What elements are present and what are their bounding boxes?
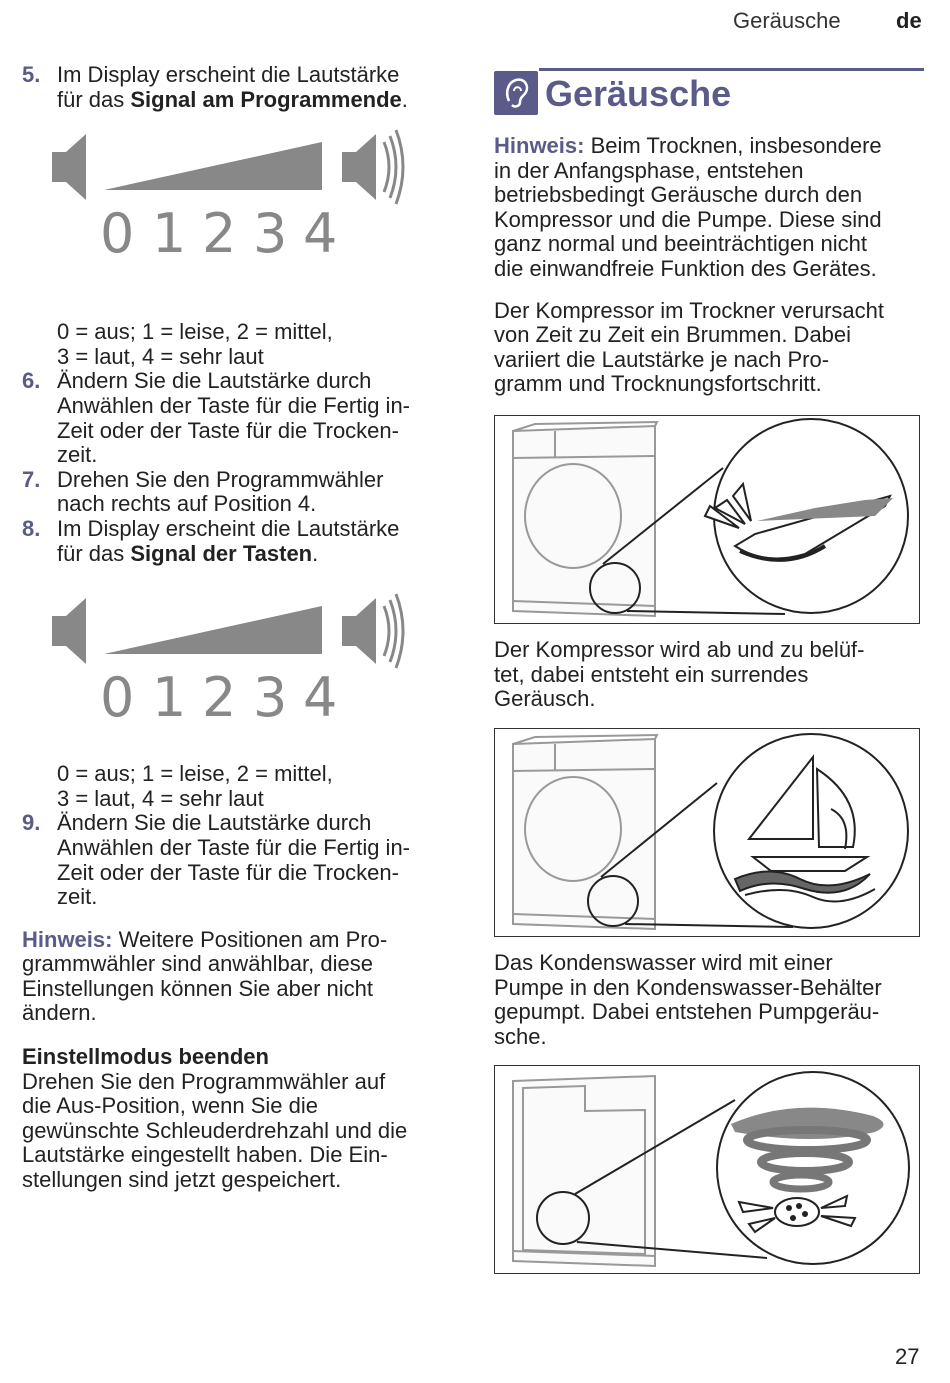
paragraph-line: von Zeit zu Zeit ein Brummen. Dabei <box>494 322 852 348</box>
ear-icon <box>494 71 538 115</box>
note-line: betriebsbedingt Geräusche durch den <box>494 182 863 208</box>
paragraph-line: tet, dabei entsteht ein surrendes <box>494 661 809 687</box>
step-number: 9. <box>22 810 41 836</box>
right-column <box>494 134 924 397</box>
note-line: ganz normal und beeinträchtigen nicht <box>494 231 868 257</box>
paragraph-line: Das Kondenswasser wird mit einer <box>494 950 833 975</box>
exit-text-line: stellungen sind jetzt gespeichert. <box>22 1167 342 1193</box>
step-text-line: Im Display erscheint die Lautstärke <box>57 515 400 541</box>
pump-paragraph <box>494 951 924 1049</box>
note-line: ändern. <box>22 1000 97 1026</box>
volume-scale-figure-1 <box>22 112 462 320</box>
paragraph-line: gepumpt. Dabei entstehen Pumpgeräu- <box>494 999 880 1025</box>
step-text-line: Anwählen der Taste für die Fertig in- <box>57 392 410 418</box>
running-header-section: Geräusche <box>733 8 841 33</box>
volume-scale-figure-2 <box>22 566 462 762</box>
signal-name: Signal der Tasten <box>130 540 313 566</box>
scale-digit-1: 1 <box>152 202 187 266</box>
legend-line: 0 = aus; 1 = leise, 2 = mittel, <box>57 761 333 787</box>
left-column <box>22 63 462 1193</box>
exit-text-line: Lautstärke eingestellt haben. Die Ein- <box>22 1142 388 1168</box>
exit-text-line: die Aus-Position, wenn Sie die <box>22 1093 318 1119</box>
step-text-line: nach rechts auf Position 4. <box>57 491 317 517</box>
step-9 <box>22 811 462 909</box>
running-header-language: de <box>896 8 922 33</box>
exit-heading: Einstellmodus beenden <box>22 1044 269 1070</box>
note-right <box>494 134 924 282</box>
scale-legend-1 <box>22 320 462 369</box>
note-line: Kompressor und die Pumpe. Diese sind <box>494 206 882 232</box>
scale-digit-2: 2 <box>202 666 237 730</box>
note-label: Hinweis: <box>22 926 113 952</box>
exit-text-line: gewünschte Schleuderdrehzahl und die <box>22 1117 408 1143</box>
speaker-quiet-icon <box>52 134 86 200</box>
note-left <box>22 928 462 1026</box>
note-line: Hinweis: Weitere Positionen am Pro- <box>22 926 388 952</box>
legend-line: 0 = aus; 1 = leise, 2 = mittel, <box>57 319 333 345</box>
step-text-line: für das Signal der Tasten. <box>57 540 319 566</box>
note-line: die einwandfreie Funktion des Gerätes. <box>494 255 877 281</box>
step-8 <box>22 517 462 566</box>
compressor-whirr-figure <box>494 728 920 937</box>
step-text-line: zeit. <box>57 442 98 468</box>
paragraph-line: Der Kompressor im Trockner verursacht <box>494 297 884 323</box>
section-title: Geräusche <box>545 73 732 114</box>
step-number: 5. <box>22 62 41 87</box>
step-text-line: für das Signal am Programmende. <box>57 86 408 112</box>
volume-ramp-icon <box>104 606 322 654</box>
dryer-illustration <box>513 735 657 929</box>
compressor-hum-figure <box>494 415 920 624</box>
step-6 <box>22 369 462 467</box>
scale-digit-0: 0 <box>100 666 135 730</box>
scale-digit-1: 1 <box>152 666 187 730</box>
step-number: 7. <box>22 466 41 492</box>
volume-ramp-icon <box>104 142 322 190</box>
compressor-hum-paragraph <box>494 299 924 397</box>
paragraph-line: Der Kompressor wird ab und zu belüf- <box>494 637 865 662</box>
step-text-line: Zeit oder der Taste für die Trocken- <box>57 417 399 443</box>
paragraph-line: variiert die Lautstärke je nach Pro- <box>494 346 830 372</box>
step-number: 6. <box>22 368 41 394</box>
speaker-loud-icon <box>342 130 403 204</box>
step-text-line: Drehen Sie den Programmwähler <box>57 466 384 492</box>
step-text-line: Im Display erscheint die Lautstärke <box>57 62 400 87</box>
volume-scale <box>52 122 472 282</box>
note-line: in der Anfangsphase, entstehen <box>494 157 804 183</box>
paragraph-line: Pumpe in den Kondenswasser-Behälter <box>494 974 882 1000</box>
compressor-ventilation-paragraph <box>494 638 924 712</box>
speaker-loud-icon <box>342 594 403 668</box>
pump-noise-figure <box>494 1065 920 1274</box>
title-rule <box>539 68 924 71</box>
scale-digit-3: 3 <box>253 202 288 266</box>
step-number: 8. <box>22 515 41 541</box>
paragraph-line: Geräusch. <box>494 686 596 712</box>
note-line: Hinweis: Beim Trocknen, insbesondere <box>494 133 882 158</box>
scale-digit-0: 0 <box>100 202 135 266</box>
volume-scale <box>52 586 472 746</box>
exit-text-line: Drehen Sie den Programmwähler auf <box>22 1068 386 1094</box>
step-text-line: Ändern Sie die Lautstärke durch <box>57 368 372 394</box>
scale-digit-4: 4 <box>303 202 338 266</box>
step-text-line: zeit. <box>57 884 98 910</box>
note-label: Hinweis: <box>494 133 585 158</box>
paragraph-line: sche. <box>494 1023 547 1049</box>
scale-digit-4: 4 <box>303 666 338 730</box>
exit-settings-section <box>22 1045 462 1193</box>
dryer-illustration <box>513 422 657 616</box>
signal-name: Signal am Programmende <box>130 86 402 112</box>
step-5 <box>22 63 462 112</box>
scale-digit-3: 3 <box>253 666 288 730</box>
note-line: grammwähler sind anwählbar, diese <box>22 951 373 977</box>
step-7 <box>22 468 462 517</box>
paragraph-line: gramm und Trocknungsfortschritt. <box>494 371 822 397</box>
scale-digit-2: 2 <box>202 202 237 266</box>
step-text-line: Zeit oder der Taste für die Trocken- <box>57 859 399 885</box>
dryer-illustration <box>513 1076 655 1266</box>
section-title-row <box>494 68 924 120</box>
legend-line: 3 = laut, 4 = sehr laut <box>57 785 264 811</box>
page-number: 27 <box>895 1344 920 1369</box>
step-text-line: Anwählen der Taste für die Fertig in- <box>57 834 410 860</box>
step-text-line: Ändern Sie die Lautstärke durch <box>57 810 372 836</box>
legend-line: 3 = laut, 4 = sehr laut <box>57 343 264 369</box>
note-line: Einstellungen können Sie aber nicht <box>22 975 374 1001</box>
speaker-quiet-icon <box>52 598 86 664</box>
scale-legend-2 <box>22 762 462 811</box>
